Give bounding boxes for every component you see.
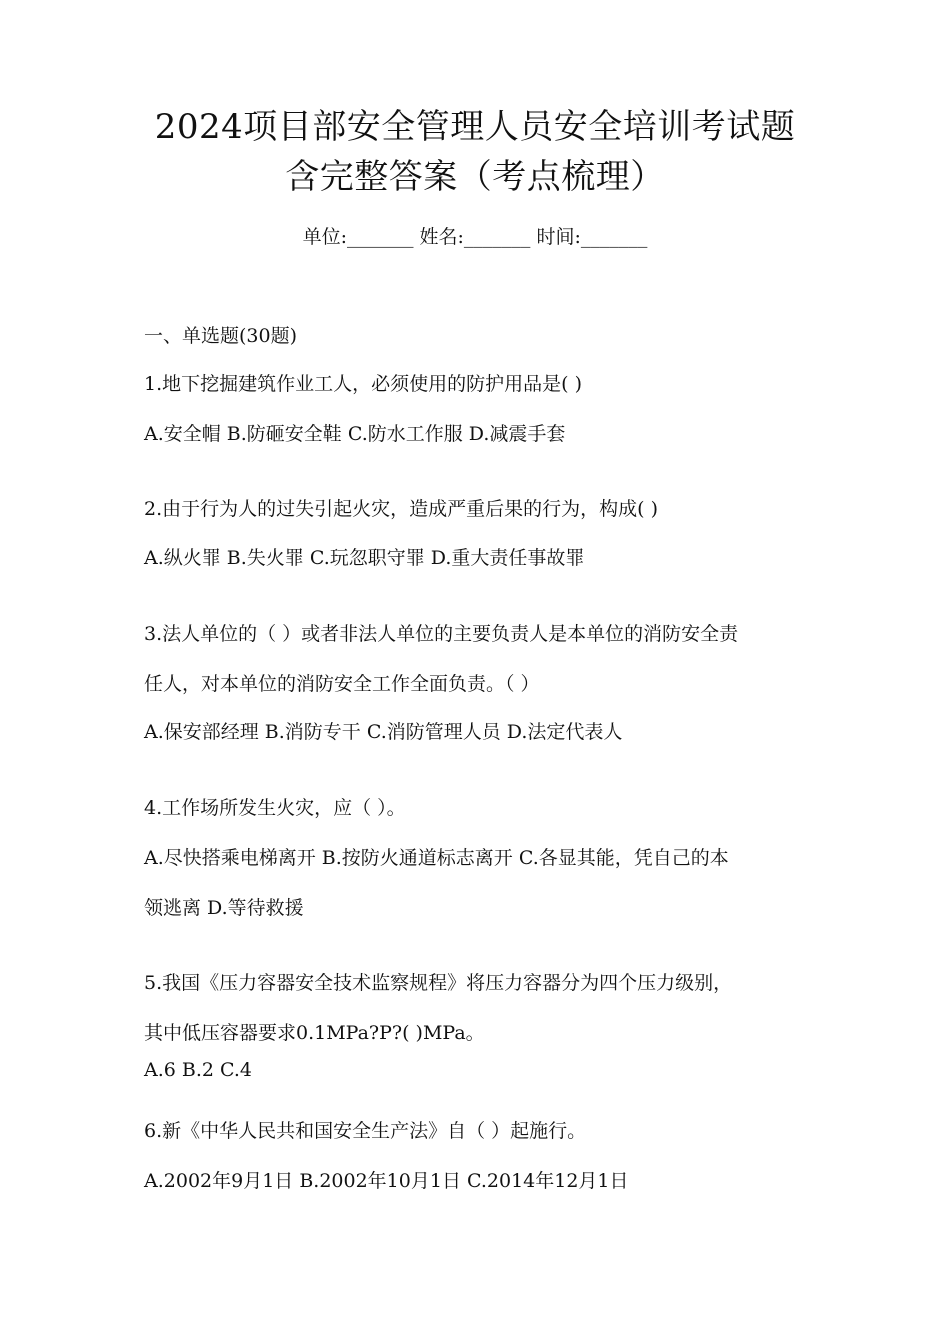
question-1-text: 1.地下挖掘建筑作业工人，必须使用的防护用品是( ) [144, 373, 582, 395]
question-2-options: A.纵火罪 B.失火罪 C.玩忽职守罪 D.重大责任事故罪 [144, 547, 585, 569]
question-3-text-line-1: 3.法人单位的（ ）或者非法人单位的主要负责人是本单位的消防安全责 [144, 623, 739, 645]
question-4-options-line-2: 领逃离 D.等待救援 [144, 897, 304, 919]
section-heading: 一、单选题(30题) [144, 325, 298, 347]
question-6-text: 6.新《中华人民共和国安全生产法》自（ ）起施行。 [144, 1120, 587, 1142]
question-2-text: 2.由于行为人的过失引起火灾，造成严重后果的行为，构成( ) [144, 498, 658, 520]
question-5-text-line-2: 其中低压容器要求0.1MPa?P?( )MPa。 [144, 1022, 485, 1044]
question-5-text-line-1: 5.我国《压力容器安全技术监察规程》将压力容器分为四个压力级别， [144, 972, 733, 994]
question-5-options: A.6 B.2 C.4 [144, 1059, 253, 1081]
question-3-options: A.保安部经理 B.消防专干 C.消防管理人员 D.法定代表人 [144, 721, 623, 743]
question-1-options: A.安全帽 B.防砸安全鞋 C.防水工作服 D.减震手套 [144, 423, 566, 445]
document-title-line-2: 含完整答案（考点梳理） [285, 157, 665, 197]
question-4-options-line-1: A.尽快搭乘电梯离开 B.按防火通道标志离开 C.各显其能，凭自己的本 [144, 847, 729, 869]
question-3-text-line-2: 任人，对本单位的消防安全工作全面负责。（ ） [144, 673, 540, 695]
document-meta-line: 单位:_______ 姓名:_______ 时间:_______ [302, 226, 648, 248]
question-4-text: 4.工作场所发生火灾，应（ ）。 [144, 797, 406, 819]
question-6-options: A.2002年9月1日 B.2002年10月1日 C.2014年12月1日 [144, 1170, 629, 1192]
document-title-line-1: 2024项目部安全管理人员安全培训考试题 [154, 107, 796, 147]
